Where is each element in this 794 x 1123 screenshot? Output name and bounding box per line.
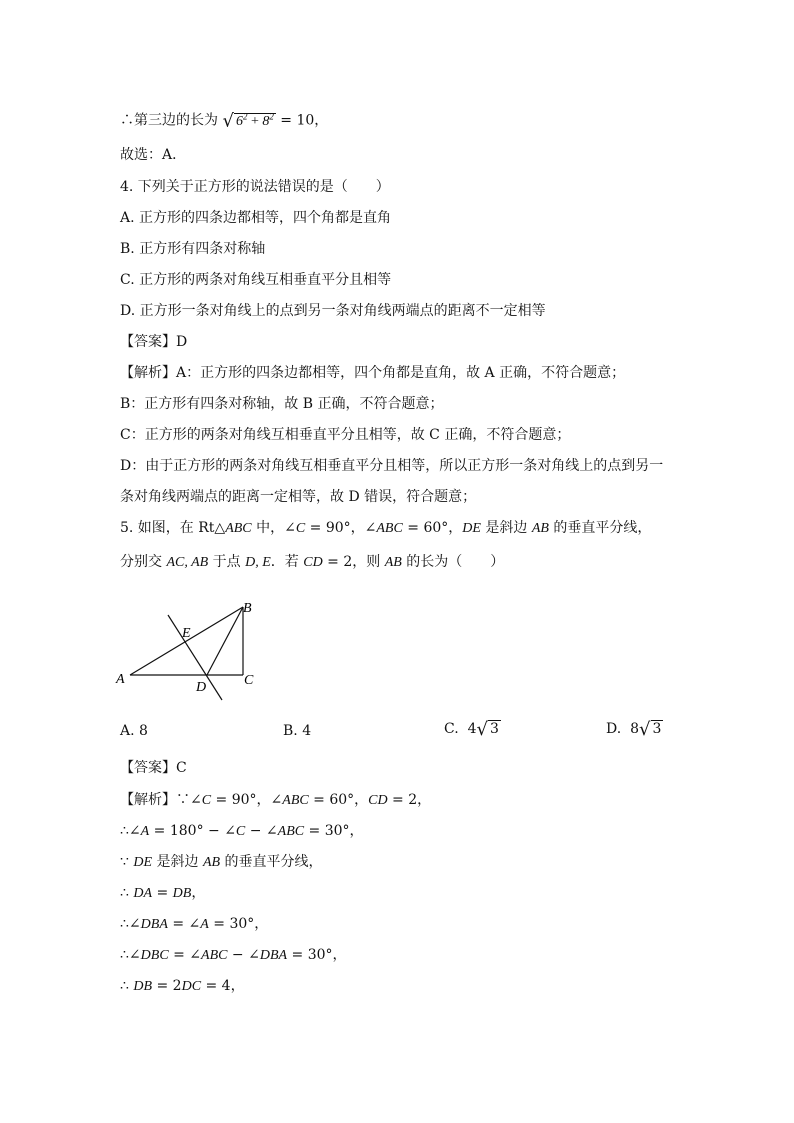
t: = 30°，	[208, 916, 269, 932]
num-six: 6	[235, 113, 243, 129]
sqrt-three	[639, 719, 663, 740]
m: DB	[172, 886, 192, 901]
t: = 180° −	[149, 823, 225, 839]
t: 是斜边	[480, 520, 532, 536]
coef: 4	[467, 721, 477, 737]
t: ．若	[270, 554, 304, 570]
perpendicular-bisector-de	[168, 615, 222, 700]
explanation-4-a: 【解析】A：正方形的四条边都相等，四个角都是直角，故 A 正确，不符合题意；	[120, 365, 626, 381]
question-5-line-1	[120, 518, 651, 539]
sqrt-three	[477, 719, 501, 740]
question-4-option-a: A. 正方形的四条边都相等，四个角都是直角	[120, 210, 392, 226]
t: =	[152, 885, 173, 901]
label-c: C	[244, 673, 254, 688]
solution-step-2	[120, 821, 364, 842]
m: AB	[384, 555, 402, 570]
t: = 2	[152, 978, 182, 994]
num-eight: 8	[262, 113, 270, 129]
m: AB	[202, 855, 221, 870]
t: 的垂直平分线，	[548, 520, 652, 536]
q5-option-d	[606, 719, 663, 740]
explanation-4-d1: D：由于正方形的两条对角线互相垂直平分且相等，所以正方形一条对角线上的点到另一	[120, 458, 664, 474]
m: ABC	[225, 521, 252, 536]
t: = 90°，	[211, 792, 271, 808]
t: 分别交	[120, 554, 167, 570]
t: = 30°，	[287, 947, 347, 963]
m: D, E	[245, 555, 271, 570]
line-third-side	[120, 106, 328, 132]
m: DA	[133, 886, 153, 901]
t: 于点	[208, 554, 246, 570]
m: ∠DBC	[128, 948, 169, 963]
label-a: A	[116, 672, 125, 687]
t: ∴	[120, 978, 134, 994]
t: 【解析】∵	[120, 792, 190, 808]
question-4-option-c: C. 正方形的两条对角线互相垂直平分且相等	[120, 272, 392, 288]
exp-1: 2	[242, 111, 248, 121]
m: ∠ABC	[270, 793, 309, 808]
m: DE	[133, 855, 153, 870]
opt-label: D.	[606, 721, 622, 737]
question-5-line-2	[120, 552, 504, 573]
t: =	[168, 947, 190, 963]
m: AC, AB	[166, 555, 209, 570]
q5-option-c	[444, 719, 501, 740]
solution-step-4	[120, 883, 205, 904]
m: ∠C	[284, 521, 306, 536]
m: DE	[462, 521, 481, 536]
q5-option-b: B. 4	[283, 723, 312, 739]
solution-step-7	[120, 976, 245, 997]
answer-4: 【答案】D	[120, 334, 188, 350]
m: DC	[181, 979, 202, 994]
t: = 60°，	[308, 792, 369, 808]
t: 中，	[251, 520, 285, 536]
t: ∵	[120, 854, 134, 870]
coef: 8	[630, 721, 640, 737]
m: CD	[303, 555, 323, 570]
question-4-option-d: D. 正方形一条对角线上的点到另一条对角线两端点的距离不一定相等	[120, 303, 546, 319]
m: DB	[133, 979, 153, 994]
t: ∴	[120, 885, 134, 901]
m: AB	[531, 521, 549, 536]
explanation-4-d2: 条对角线两端点的距离一定相等，故 D 错误，符合题意；	[120, 489, 477, 505]
label-d: D	[196, 680, 207, 695]
m: ∠DBA	[248, 948, 288, 963]
radical-sign: √	[476, 719, 488, 740]
m: CD	[368, 793, 388, 808]
t: 的垂直平分线，	[220, 854, 323, 870]
t: −	[227, 947, 249, 963]
segment-ab	[130, 607, 243, 675]
t: 5. 如图，在 Rt△	[120, 520, 226, 536]
m: ∠C	[224, 824, 246, 839]
m: ∠A	[188, 917, 209, 932]
t: ，	[191, 885, 206, 901]
t: = 60°，	[402, 520, 463, 536]
question-4: 4. 下列关于正方形的说法错误的是（ ）	[120, 179, 390, 195]
line-choice: 故选：A．	[120, 147, 187, 163]
opt-label: C.	[444, 721, 459, 737]
equals-ten: = 10，	[275, 112, 329, 129]
t: ∴	[120, 947, 129, 963]
m: ∠ABC	[189, 948, 228, 963]
radicand: 3	[652, 721, 662, 737]
plus: +	[247, 113, 263, 129]
t: 是斜边	[152, 854, 203, 870]
question-4-option-b: B. 正方形有四条对称轴	[120, 241, 266, 257]
m: ∠ABC	[265, 824, 305, 839]
explanation-4-b: B：正方形有四条对称轴，故 B 正确，不符合题意；	[120, 396, 444, 412]
radicand	[234, 113, 276, 129]
m: ∠A	[128, 824, 150, 839]
m: ∠ABC	[364, 521, 403, 536]
radical-sign: √	[222, 110, 234, 132]
t: = 90°，	[305, 520, 365, 536]
t: = 4，	[201, 978, 245, 994]
exp-2: 2	[269, 111, 274, 121]
t: = 30°，	[304, 823, 364, 839]
t: = 2，则	[322, 554, 385, 570]
solution-step-6	[120, 945, 347, 966]
t: ∴	[120, 823, 129, 839]
sqrt-expression	[222, 106, 275, 132]
t: = 2，	[387, 792, 432, 808]
radicand: 3	[489, 721, 499, 737]
q5-option-a: A. 8	[120, 723, 148, 739]
t: ∴	[120, 916, 129, 932]
solution-step-3	[120, 852, 323, 873]
solution-step-1	[120, 790, 431, 811]
m: ∠DBA	[128, 917, 168, 932]
label-e: E	[182, 626, 191, 641]
explanation-4-c: C：正方形的两条对角线互相垂直平分且相等，故 C 正确，不符合题意；	[120, 427, 571, 443]
t: =	[167, 916, 189, 932]
t: 的长为（ ）	[401, 554, 505, 570]
t: −	[245, 823, 266, 839]
answer-5: 【答案】C	[120, 760, 187, 776]
text: ∴第三边的长为	[120, 112, 218, 129]
label-b: B	[243, 601, 252, 616]
radical-sign: √	[639, 719, 651, 740]
triangle-figure	[112, 596, 272, 716]
solution-step-5	[120, 914, 268, 935]
m: ∠C	[190, 793, 212, 808]
